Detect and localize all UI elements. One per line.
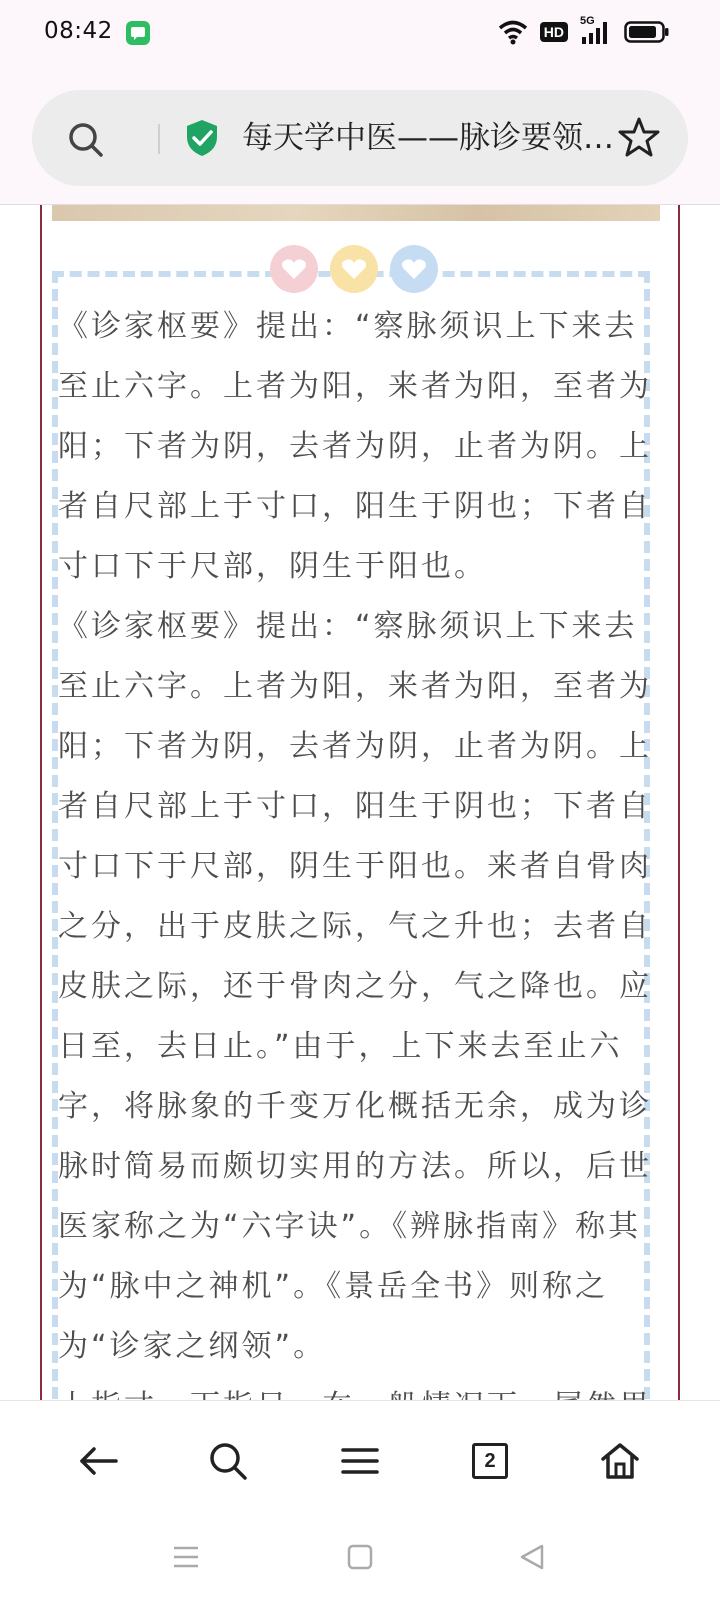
battery-icon: [624, 20, 670, 44]
heart-decoration: [270, 245, 438, 293]
chat-notification-icon: [126, 21, 150, 45]
secure-shield-icon[interactable]: [184, 118, 220, 162]
network-type-label: 5G: [580, 15, 595, 27]
article-banner-image: [52, 205, 660, 221]
menu-icon[interactable]: [334, 1435, 386, 1487]
back-arrow-icon[interactable]: [72, 1435, 124, 1487]
wifi-icon: [498, 19, 528, 45]
article-paragraph: 《诊家枢要》提出：“察脉须识上下来去至止六字。上者为阳，来者为阳，至者为阳；下者为阴，去者为阴，止者为阴。上者自尺部上于寸口，阳生于阴也；下者自寸口下于尺部，阴生于阳也。来者自骨肉之分，出于皮肤之际，气之升也；去者自皮肤之际，还于骨肉之分，气之降也。应日至，去日止。”由于，上下来去至止六字，将脉象的千变万化概括无余，成为诊脉时简易而颇切实用的方法。所以，后世医家称之为“六字诀”。《辨脉指南》称其为“脉中之神机”。《景岳全书》则称之为“诊家之纲领”。: [58, 609, 652, 1364]
bookmark-star-icon[interactable]: [618, 116, 660, 162]
signal-5g-icon: [580, 15, 612, 45]
back-triangle-icon[interactable]: [518, 1543, 546, 1575]
hd-icon: HD: [540, 22, 568, 42]
browser-header: [0, 64, 720, 205]
article-frame-left: [40, 205, 42, 1401]
search-icon[interactable]: [202, 1435, 254, 1487]
recents-icon[interactable]: [172, 1543, 200, 1575]
status-time: 08:42: [44, 18, 113, 44]
address-bar[interactable]: [32, 90, 688, 186]
article-body: [58, 297, 654, 1437]
heart-icon: [390, 245, 438, 293]
article-paragraph: 《诊家枢要》提出：“察脉须识上下来去至止六字。上者为阳，来者为阳，至者为阳；下者为阴，去者为阴，止者为阴。上者自尺部上于寸口，阳生于阴也；下者自寸口下于尺部，阴生于阳也。: [58, 309, 652, 584]
tabs-icon[interactable]: [464, 1435, 516, 1487]
status-icons: [498, 15, 670, 46]
address-divider: [158, 124, 160, 154]
heart-icon: [270, 245, 318, 293]
article-frame-right: [678, 205, 680, 1401]
article-content[interactable]: [0, 205, 720, 1401]
home-square-icon[interactable]: [346, 1543, 374, 1575]
status-bar: [0, 0, 720, 64]
tab-count: 2: [472, 1443, 508, 1479]
home-icon[interactable]: [594, 1435, 646, 1487]
page-title[interactable]: 每天学中医——脉诊要领…: [242, 120, 614, 156]
browser-toolbar: [0, 1400, 720, 1516]
system-navigation-bar: [0, 1515, 720, 1600]
search-icon[interactable]: [66, 120, 106, 164]
heart-icon: [330, 245, 378, 293]
